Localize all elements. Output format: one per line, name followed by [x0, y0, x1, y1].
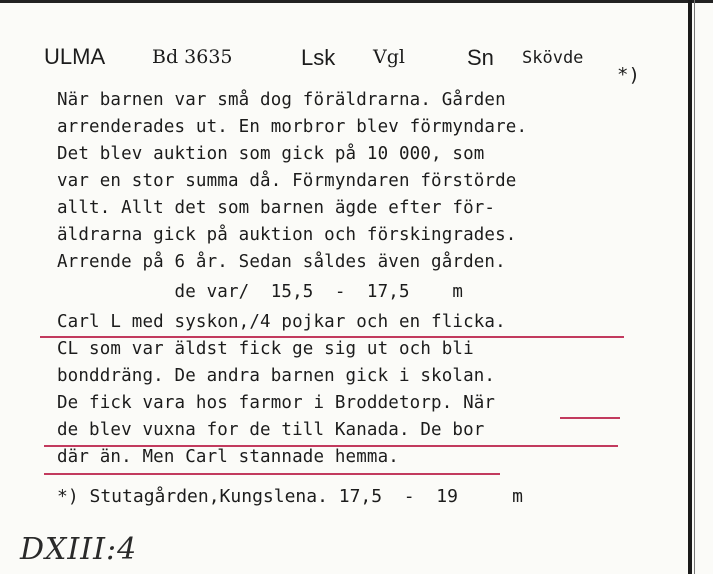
text-line: Det blev auktion som gick på 10 000, som — [57, 144, 485, 164]
footnote: *) Stutagården,Kungslena. 17,5 - 19 m — [57, 486, 523, 507]
text-line: Carl L med syskon,/4 pojkar och en flicka. — [57, 312, 506, 332]
text-line: CL som var äldst fick ge sig ut och bli — [57, 339, 474, 359]
volume: Bd 3635 — [152, 46, 233, 68]
text-line: bonddräng. De andra barnen gick i skolan. — [57, 366, 496, 386]
text-line: De fick vara hos farmor i Broddetorp. När — [57, 393, 496, 413]
archive-mark: DXIII:4 — [20, 532, 138, 567]
place: Skövde — [522, 48, 584, 68]
text-line: När barnen var små dog föräldrarna. Gården — [57, 90, 506, 110]
text-line: var en stor summa då. Förmyndaren förstörde — [57, 171, 517, 191]
district-label: Sn — [467, 45, 494, 70]
highlight-underline — [40, 336, 624, 338]
text-line: de var/ 15,5 - 17,5 m — [57, 282, 464, 302]
card-edge-shadow — [694, 0, 695, 574]
card-edge — [688, 0, 692, 574]
text-line: allt. Allt det som barnen ägde efter för- — [57, 198, 496, 218]
surname: ULMA — [44, 44, 106, 69]
footnote-marker: *) — [617, 64, 640, 86]
text-line: de blev vuxna for de till Kanada. De bor — [57, 420, 485, 440]
parish-abbrev: Vgl — [373, 46, 405, 68]
text-line: Arrende på 6 år. Sedan såldes även gården. — [57, 252, 506, 272]
text-line: äldrarna gick på auktion och förskingrades. — [57, 225, 517, 245]
highlight-underline — [44, 445, 618, 447]
text-line: arrenderades ut. En morbror blev förmyndare. — [57, 117, 528, 137]
highlight-underline — [44, 473, 500, 475]
text-line: där än. Men Carl stannade hemma. — [57, 447, 399, 467]
county-label: Lsk — [301, 45, 336, 70]
top-border — [0, 0, 713, 3]
highlight-underline — [560, 417, 620, 419]
